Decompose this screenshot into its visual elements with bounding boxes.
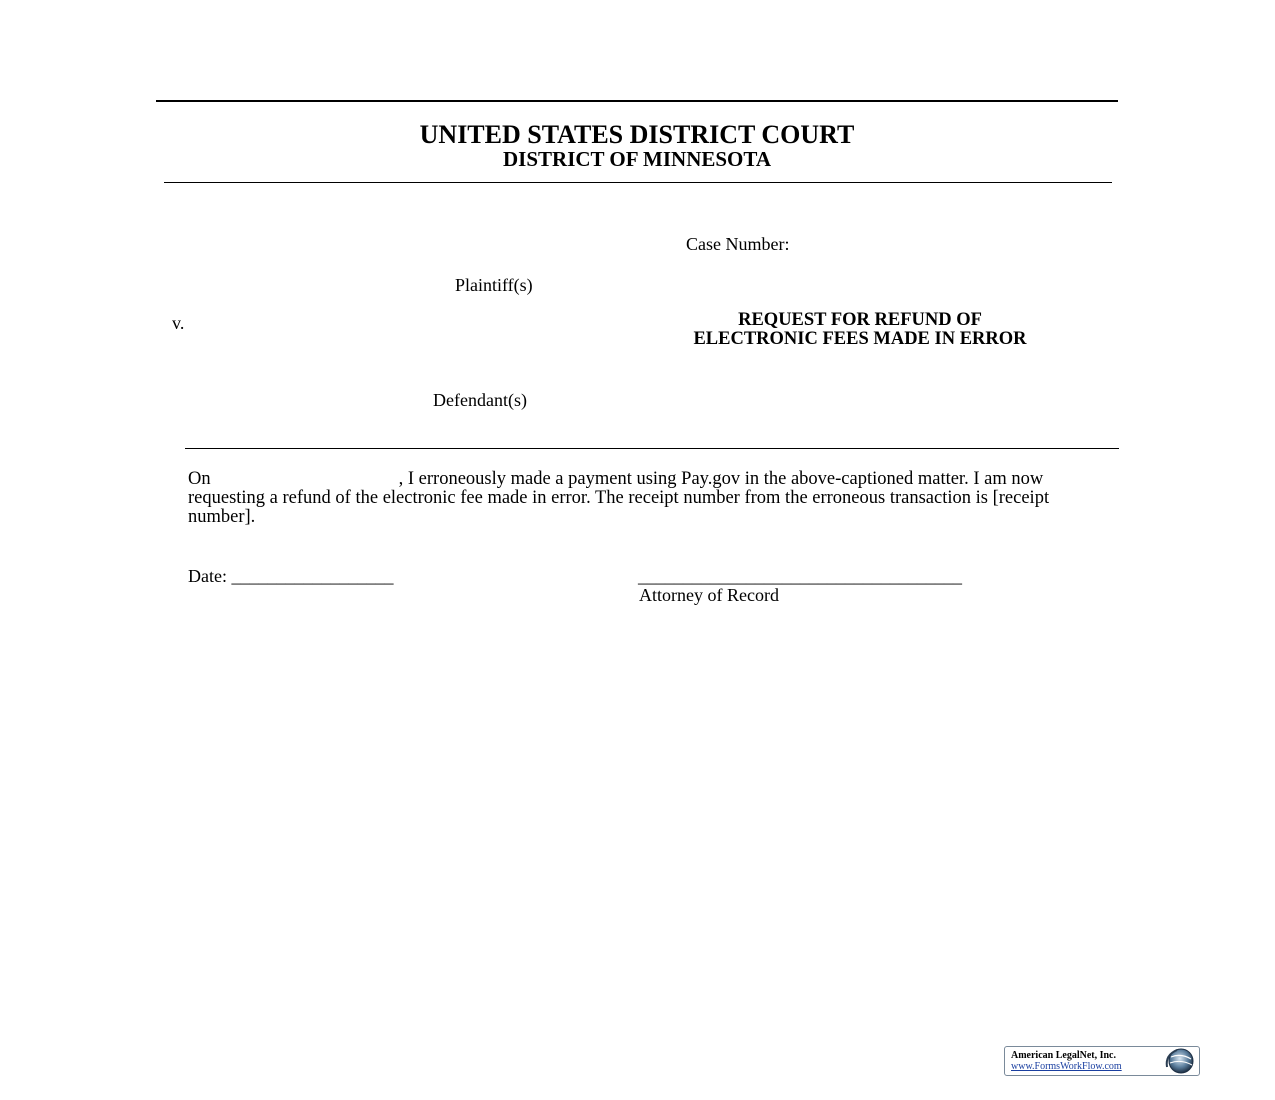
- date-field: Date: __________________: [188, 566, 394, 586]
- court-district: DISTRICT OF MINNESOTA: [503, 147, 771, 171]
- website-link[interactable]: www.FormsWorkFlow.com: [1011, 1061, 1122, 1072]
- refund-request-paragraph: [188, 470, 1118, 527]
- document-title-line-1: REQUEST FOR REFUND OF: [738, 310, 982, 330]
- plaintiff-label: Plaintiff(s): [455, 275, 533, 295]
- court-name: UNITED STATES DISTRICT COURT: [419, 120, 855, 149]
- caption-bottom-rule: [185, 448, 1119, 449]
- paragraph-text: , I erroneously made a payment using Pay.gov in the above-captioned matter. I am now requesting a refund of the electronic fee made in error. The receipt number from the erroneous transaction is [receipt number].: [188, 469, 1050, 527]
- document-title-line-2: ELECTRONIC FEES MADE IN ERROR: [693, 329, 1027, 349]
- globe-icon: [1163, 1047, 1197, 1075]
- signature-line: ____________________________________: [638, 566, 962, 586]
- company-name: American LegalNet, Inc.: [1011, 1050, 1116, 1061]
- defendant-label: Defendant(s): [433, 390, 527, 410]
- header-top-rule: [156, 100, 1118, 102]
- versus-label: v.: [172, 313, 185, 333]
- header-bottom-rule: [164, 182, 1112, 183]
- case-number-label: Case Number:: [686, 234, 790, 254]
- document-title: [600, 311, 1120, 349]
- american-legalnet-logo: [1004, 1046, 1200, 1076]
- on-word: On: [188, 469, 211, 489]
- attorney-of-record-label: Attorney of Record: [639, 585, 779, 605]
